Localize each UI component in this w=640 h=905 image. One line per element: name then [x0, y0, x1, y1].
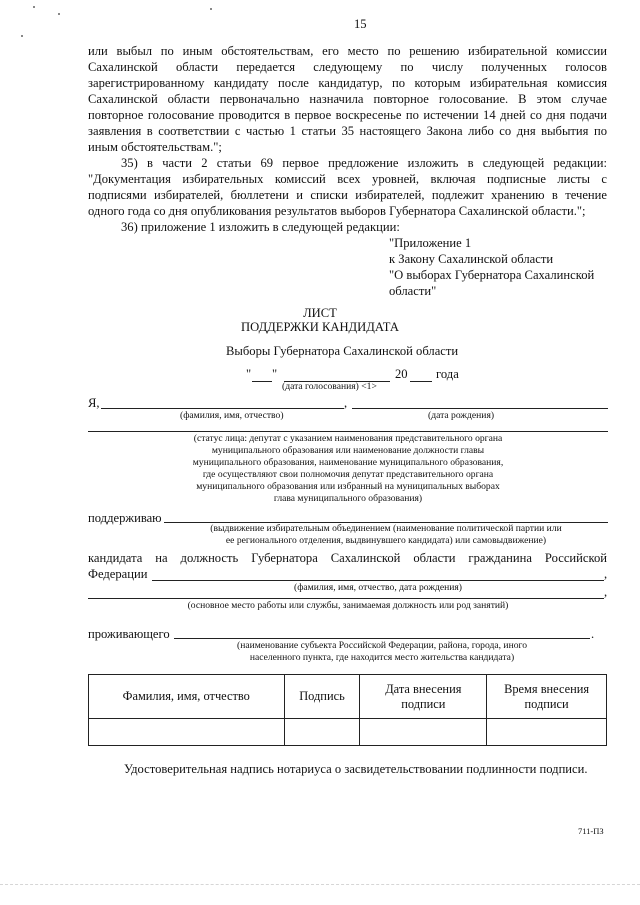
paragraph-line: заявления в соответствии с частью 1 статьи 35 настоящего Закона либо со дня выбытия по	[88, 124, 607, 138]
document-code: 711-ПЗ	[578, 826, 604, 836]
date-year-prefix: 20	[395, 367, 408, 381]
paragraph-line: Сахалинской области передается следующему по числу полученных голосов	[88, 60, 607, 74]
column-header-signature: Подпись	[284, 675, 360, 719]
paragraph-line: иным обстоятельствам.";	[88, 140, 222, 154]
residence-caption-line: населенного пункта, где находится место жительства кандидата)	[249, 652, 515, 663]
status-caption-line: где осуществляют свои полномочия депутат представительного органа	[202, 469, 494, 480]
candidate-line: кандидата на должность Губернатора Сахалинской области гражданина Российской	[88, 551, 607, 565]
item-35-line: 35) в части 2 статьи 69 первое предложение изложить в следующей редакции:	[121, 156, 607, 170]
date-year-suffix: года	[436, 367, 459, 381]
nomination-caption-line: (выдвижение избирательным объединением (наименование политической партии или	[210, 523, 562, 534]
table-row	[89, 719, 607, 746]
paragraph-line: повторное голосование проводится в первое воскресенье по истечении 14 дней со дня подачи	[88, 108, 607, 122]
table-cell-time[interactable]	[487, 719, 607, 746]
date-open-quote: "	[246, 367, 252, 381]
scan-speck	[58, 13, 60, 15]
column-header-time: Время внесения подписи	[487, 675, 607, 719]
candidate-name-field[interactable]	[152, 580, 604, 581]
appendix-line: к Закону Сахалинской области	[389, 252, 554, 266]
elections-name: Выборы Губернатора Сахалинской области	[226, 344, 459, 358]
item-35-line: "Документация избирательных комиссий всех уровней, включая подписные листы с	[88, 172, 607, 186]
date-day-field[interactable]	[252, 381, 272, 382]
notary-line: Удостоверительная надпись нотариуса о засвидетельствовании подлинности подписи.	[124, 762, 588, 776]
date-year-field[interactable]	[410, 381, 432, 382]
ya-label: Я,	[88, 396, 100, 410]
paragraph-line: Сахалинской области первоначально назначила повторное голосование. В этом случае	[88, 92, 607, 106]
signature-table	[88, 674, 607, 746]
date-close-quote: "	[272, 367, 278, 381]
candidate-caption: (фамилия, имя, отчество, дата рождения)	[294, 582, 462, 593]
period: .	[591, 627, 595, 641]
status-caption-line: муниципального образования или наименование должности главы	[211, 445, 485, 456]
residence-field[interactable]	[174, 638, 590, 639]
form-subtitle: ПОДДЕРЖКИ КАНДИДАТА	[241, 320, 399, 334]
status-caption-line: муниципального образования, наименование муниципального образования,	[192, 457, 504, 468]
dob-caption: (дата рождения)	[428, 410, 495, 421]
table-header-row	[89, 675, 607, 719]
nomination-caption-line: ее регионального отделения, выдвинувшего кандидата) или самовыдвижение)	[225, 535, 547, 546]
fio-field[interactable]	[101, 408, 344, 409]
scan-speck	[33, 6, 35, 8]
table-cell-signature[interactable]	[284, 719, 360, 746]
paragraph-line: или выбыл по иным обстоятельствам, его место по решению избирательной комиссии	[88, 44, 607, 58]
date-caption: (дата голосования) <1>	[282, 381, 377, 392]
candidate-line: Федерации	[88, 567, 148, 581]
table-cell-date[interactable]	[360, 719, 487, 746]
residing-label: проживающего	[88, 627, 170, 641]
form-title: ЛИСТ	[303, 306, 337, 320]
fio-caption: (фамилия, имя, отчество)	[180, 410, 284, 421]
residence-caption-line: (наименование субъекта Российской Федерации, района, города, иного	[237, 640, 527, 651]
appendix-line: области"	[389, 284, 437, 298]
status-caption-line: муниципального образования или избранный на муниципальных выборах	[196, 481, 500, 492]
comma: ,	[604, 567, 608, 581]
scan-speck	[210, 8, 212, 10]
supports-label: поддерживаю	[88, 511, 162, 525]
dob-field[interactable]	[352, 408, 608, 409]
comma: ,	[604, 585, 608, 599]
column-header-date: Дата внесения подписи	[360, 675, 487, 719]
comma: ,	[344, 396, 348, 410]
scan-speck	[21, 35, 23, 37]
table-cell-fio[interactable]	[89, 719, 285, 746]
status-caption-line: (статус лица: депутат с указанием наименования представительного органа	[193, 433, 503, 444]
scan-edge-noise	[0, 884, 640, 891]
item-35-line: подписями избирателей, бюллетени и списки избирателей, подлежит хранению в течение	[88, 188, 607, 202]
item-36: 36) приложение 1 изложить в следующей редакции:	[121, 220, 400, 234]
item-35-line: одного года со дня опубликования результатов выборов Губернатора Сахалинской области.";	[88, 204, 586, 218]
column-header-fio: Фамилия, имя, отчество	[89, 675, 285, 719]
status-caption-line: глава муниципального образования)	[273, 493, 423, 504]
status-field[interactable]	[88, 431, 608, 432]
appendix-line: "О выборах Губернатора Сахалинской	[389, 268, 595, 282]
page-number: 15	[354, 17, 367, 31]
paragraph-line: зарегистрированному кандидату после кандидатур, по которым избирательная комиссия	[88, 76, 607, 90]
appendix-line: "Приложение 1	[389, 236, 472, 250]
work-caption: (основное место работы или службы, занимаемая должность или род занятий)	[187, 600, 509, 611]
work-field[interactable]	[88, 598, 604, 599]
